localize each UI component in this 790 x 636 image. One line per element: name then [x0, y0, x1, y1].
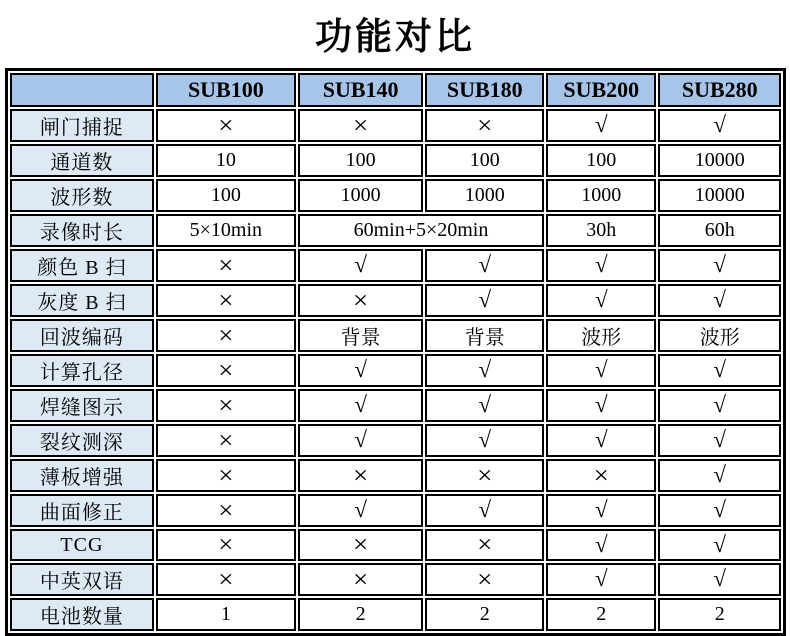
- value-cell: [156, 109, 296, 142]
- cell-text: 1000: [464, 184, 505, 206]
- row-label: TCG: [10, 529, 154, 561]
- cross-mark-icon: ×: [218, 460, 234, 489]
- check-mark-icon: √: [594, 392, 608, 417]
- cross-mark-icon: ×: [218, 285, 234, 314]
- table-row: [10, 598, 781, 631]
- check-mark-icon: √: [594, 427, 608, 452]
- check-mark-icon: √: [354, 252, 367, 277]
- cell-text: 2: [714, 603, 725, 625]
- corner-cell: [10, 73, 154, 107]
- value-cell: [546, 109, 656, 142]
- value-cell: [658, 459, 781, 492]
- table-row: [10, 494, 781, 527]
- check-mark-icon: √: [594, 112, 608, 137]
- value-cell: [298, 109, 424, 142]
- cell-text: 波形: [581, 327, 622, 349]
- value-cell: [156, 494, 296, 527]
- value-cell: [658, 389, 781, 422]
- value-cell: [298, 598, 424, 631]
- value-cell: [546, 424, 656, 457]
- value-cell: [546, 389, 656, 422]
- value-cell: [658, 529, 781, 561]
- check-mark-icon: √: [478, 427, 492, 452]
- table-row: [10, 319, 781, 352]
- cross-mark-icon: ×: [477, 460, 493, 489]
- check-mark-icon: √: [713, 112, 727, 137]
- table-row: [10, 529, 781, 561]
- value-cell: [658, 284, 781, 317]
- table-row: [10, 179, 781, 212]
- value-cell: [425, 424, 544, 457]
- value-cell: [546, 459, 656, 492]
- value-cell: [546, 529, 656, 561]
- value-cell: [298, 529, 424, 561]
- value-cell: [156, 424, 296, 457]
- value-cell: [298, 249, 424, 282]
- check-mark-icon: √: [594, 497, 608, 522]
- cross-mark-icon: ×: [218, 390, 234, 419]
- cross-mark-icon: ×: [353, 460, 369, 489]
- check-mark-icon: √: [478, 287, 492, 312]
- row-label: 录像时长: [10, 214, 154, 247]
- row-label: 波形数: [10, 179, 154, 212]
- row-label: 回波编码: [10, 319, 154, 352]
- value-cell: [658, 214, 781, 247]
- cross-mark-icon: ×: [477, 110, 493, 139]
- check-mark-icon: √: [594, 287, 608, 312]
- row-label: 中英双语: [10, 563, 154, 596]
- value-cell: [298, 563, 424, 596]
- cross-mark-icon: ×: [593, 460, 609, 489]
- value-cell: [546, 563, 656, 596]
- cell-text: 1000: [581, 184, 622, 206]
- column-header: SUB140: [298, 73, 424, 107]
- value-cell: [298, 284, 424, 317]
- check-mark-icon: √: [478, 357, 492, 382]
- value-cell: [298, 459, 424, 492]
- comparison-table: [5, 68, 786, 636]
- row-label: 焊缝图示: [10, 389, 154, 422]
- cell-text: 100: [210, 184, 241, 206]
- value-cell: [298, 354, 424, 387]
- value-cell: [658, 109, 781, 142]
- cell-text: 100: [469, 149, 500, 171]
- table-row: [10, 109, 781, 142]
- value-cell: [546, 284, 656, 317]
- value-cell: [658, 563, 781, 596]
- cell-text: 背景: [340, 327, 381, 349]
- check-mark-icon: √: [354, 497, 367, 522]
- column-header: SUB200: [546, 73, 656, 107]
- cell-text: 30h: [586, 219, 617, 241]
- cross-mark-icon: ×: [218, 564, 234, 593]
- cell-text: 10: [215, 149, 236, 171]
- check-mark-icon: √: [354, 392, 367, 417]
- check-mark-icon: √: [478, 497, 492, 522]
- check-mark-icon: √: [713, 497, 727, 522]
- value-cell: [658, 179, 781, 212]
- check-mark-icon: √: [594, 357, 608, 382]
- value-cell: [546, 249, 656, 282]
- check-mark-icon: √: [478, 392, 492, 417]
- value-cell: [425, 354, 544, 387]
- table-row: [10, 249, 781, 282]
- check-mark-icon: √: [713, 566, 727, 591]
- cell-text: 波形: [699, 327, 740, 349]
- cell-text: 60h: [704, 219, 735, 241]
- value-cell: [156, 354, 296, 387]
- table-row: [10, 144, 781, 177]
- check-mark-icon: √: [713, 357, 727, 382]
- value-cell: [546, 144, 656, 177]
- check-mark-icon: √: [594, 531, 608, 557]
- value-cell: [425, 109, 544, 142]
- check-mark-icon: √: [594, 252, 608, 277]
- value-cell: [298, 494, 424, 527]
- row-label: 计算孔径: [10, 354, 154, 387]
- table-row: [10, 459, 781, 492]
- cross-mark-icon: ×: [218, 110, 234, 139]
- value-cell: [658, 249, 781, 282]
- cross-mark-icon: ×: [477, 564, 493, 593]
- value-cell: [546, 319, 656, 352]
- cross-mark-icon: ×: [218, 529, 234, 559]
- row-label: 薄板增强: [10, 459, 154, 492]
- page-title: 功能对比: [315, 16, 475, 57]
- cell-text: 2: [596, 603, 607, 625]
- value-cell: [546, 179, 656, 212]
- cross-mark-icon: ×: [353, 564, 369, 593]
- cross-mark-icon: ×: [218, 250, 234, 279]
- value-cell: [156, 214, 296, 247]
- value-cell: [658, 494, 781, 527]
- check-mark-icon: √: [713, 392, 727, 417]
- check-mark-icon: √: [354, 427, 367, 452]
- cell-text: 2: [355, 603, 366, 625]
- cell-text: 10000: [694, 184, 745, 206]
- cell-text: 5×10min: [189, 219, 263, 241]
- check-mark-icon: √: [713, 252, 727, 277]
- value-cell: [546, 494, 656, 527]
- check-mark-icon: √: [713, 427, 727, 452]
- value-cell: [298, 319, 424, 352]
- row-label: 颜色 B 扫: [10, 249, 154, 282]
- column-header: SUB280: [658, 73, 781, 107]
- cross-mark-icon: ×: [218, 355, 234, 384]
- value-cell: [425, 249, 544, 282]
- check-mark-icon: √: [713, 287, 727, 312]
- value-cell: [156, 529, 296, 561]
- cell-text: 10000: [694, 149, 745, 171]
- table-row: [10, 563, 781, 596]
- table-row: [10, 389, 781, 422]
- value-cell: [156, 389, 296, 422]
- row-label: 闸门捕捉: [10, 109, 154, 142]
- value-cell: [425, 284, 544, 317]
- value-cell: [298, 144, 424, 177]
- value-cell: [425, 598, 544, 631]
- cell-text: 60min+5×20min: [353, 219, 489, 241]
- value-cell: [425, 459, 544, 492]
- value-cell: [658, 424, 781, 457]
- cross-mark-icon: ×: [353, 529, 369, 559]
- check-mark-icon: √: [713, 531, 727, 557]
- header-row: [10, 73, 781, 107]
- value-cell: [658, 319, 781, 352]
- cross-mark-icon: ×: [218, 425, 234, 454]
- value-cell: [156, 598, 296, 631]
- row-label: 灰度 B 扫: [10, 284, 154, 317]
- cell-text: 2: [479, 603, 490, 625]
- row-label: 曲面修正: [10, 494, 154, 527]
- value-cell: [546, 598, 656, 631]
- cross-mark-icon: ×: [353, 285, 369, 314]
- check-mark-icon: √: [478, 252, 492, 277]
- check-mark-icon: √: [594, 566, 608, 591]
- check-mark-icon: √: [713, 462, 727, 487]
- value-cell: [156, 563, 296, 596]
- table-row: [10, 424, 781, 457]
- value-cell: [156, 284, 296, 317]
- value-cell: [298, 389, 424, 422]
- value-cell: [425, 144, 544, 177]
- value-cell: [658, 598, 781, 631]
- column-header: SUB100: [156, 73, 296, 107]
- cell-text: 背景: [464, 327, 505, 349]
- cross-mark-icon: ×: [218, 320, 234, 349]
- cell-text: 1: [220, 603, 231, 625]
- value-cell: [425, 179, 544, 212]
- cell-text: 100: [586, 149, 617, 171]
- value-cell: [156, 459, 296, 492]
- value-cell: [425, 319, 544, 352]
- value-cell: [156, 319, 296, 352]
- table-row: [10, 214, 781, 247]
- value-cell: [658, 354, 781, 387]
- value-cell: [425, 494, 544, 527]
- column-header: SUB180: [425, 73, 544, 107]
- page: [0, 6, 790, 636]
- table-row: [10, 284, 781, 317]
- cross-mark-icon: ×: [218, 495, 234, 524]
- row-label: 电池数量: [10, 598, 154, 631]
- value-cell: [546, 214, 656, 247]
- check-mark-icon: √: [354, 357, 367, 382]
- value-cell: [425, 529, 544, 561]
- value-cell: [156, 249, 296, 282]
- value-cell: [298, 214, 544, 247]
- value-cell: [546, 354, 656, 387]
- table-row: [10, 354, 781, 387]
- cross-mark-icon: ×: [353, 110, 369, 139]
- value-cell: [298, 179, 424, 212]
- cross-mark-icon: ×: [477, 529, 493, 559]
- cell-text: 1000: [340, 184, 381, 206]
- value-cell: [425, 389, 544, 422]
- value-cell: [425, 563, 544, 596]
- value-cell: [658, 144, 781, 177]
- row-label: 裂纹测深: [10, 424, 154, 457]
- value-cell: [156, 179, 296, 212]
- row-label: 通道数: [10, 144, 154, 177]
- value-cell: [298, 424, 424, 457]
- cell-text: 100: [345, 149, 376, 171]
- value-cell: [156, 144, 296, 177]
